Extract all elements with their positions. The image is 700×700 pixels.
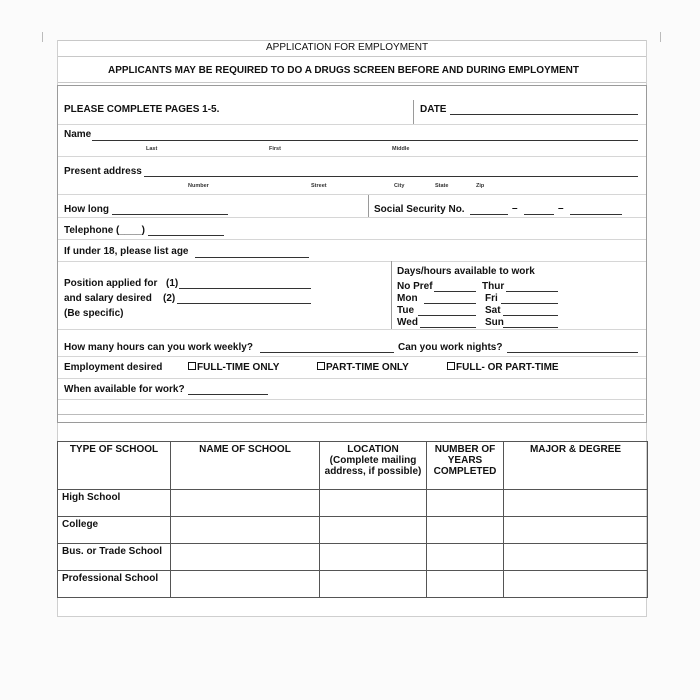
option-full-or-part-label: FULL- OR PART-TIME — [456, 362, 559, 373]
header-location: LOCATION (Complete mailing address, if possible) — [320, 442, 427, 490]
table-cell[interactable] — [427, 544, 504, 571]
education-table — [57, 441, 648, 598]
ssn-divider — [368, 195, 369, 217]
table-row — [58, 517, 648, 544]
address-field[interactable] — [144, 176, 638, 177]
checkbox-icon[interactable] — [188, 362, 196, 370]
name-label: Name — [64, 129, 92, 140]
table-cell[interactable] — [171, 544, 320, 571]
header-major-degree: MAJOR & DEGREE — [504, 442, 648, 490]
address-sub-state: State — [435, 183, 449, 189]
table-cell[interactable] — [504, 490, 648, 517]
row-divider — [58, 194, 646, 195]
day-tue-field[interactable] — [418, 315, 476, 316]
day-thur-field[interactable] — [506, 291, 558, 292]
option-full-time[interactable] — [188, 362, 279, 373]
education-header-row — [58, 442, 648, 490]
date-field[interactable] — [450, 114, 638, 115]
header-type-of-school: TYPE OF SCHOOL — [58, 442, 171, 490]
ssn-label: Social Security No. — [374, 204, 465, 215]
table-row — [58, 490, 648, 517]
address-sub-street: Street — [311, 183, 327, 189]
row-label-professional-school: Professional School — [58, 571, 171, 598]
ssn-dash-2: – — [558, 203, 564, 214]
document-page — [57, 40, 647, 617]
row-label-high-school: High School — [58, 490, 171, 517]
row-divider — [58, 261, 646, 262]
table-cell[interactable] — [504, 517, 648, 544]
table-row — [58, 571, 648, 598]
when-available-label: When available for work? — [64, 384, 185, 395]
address-sub-number: Number — [188, 183, 209, 189]
day-sat-field[interactable] — [503, 315, 558, 316]
how-long-label: How long — [64, 204, 109, 215]
row-divider — [58, 329, 646, 330]
telephone-label: Telephone — [64, 225, 114, 236]
option-full-or-part[interactable] — [447, 362, 559, 373]
table-cell[interactable] — [171, 490, 320, 517]
employment-label: Employment desired — [64, 362, 163, 373]
address-label: Present address — [64, 166, 142, 177]
salary-label: and salary desired — [64, 293, 152, 304]
table-cell[interactable] — [504, 544, 648, 571]
checkbox-icon[interactable] — [447, 362, 455, 370]
table-row — [58, 544, 648, 571]
date-divider — [413, 100, 414, 124]
row-divider — [58, 399, 646, 400]
specific-note: (Be specific) — [64, 308, 124, 319]
page-corner-mark — [660, 32, 671, 42]
table-cell[interactable] — [171, 517, 320, 544]
day-fri: Fri — [485, 293, 498, 304]
table-cell[interactable] — [171, 571, 320, 598]
how-long-field[interactable] — [112, 214, 228, 215]
position-num-2: (2) — [163, 293, 176, 304]
position-num-1: (1) — [166, 278, 179, 289]
under18-field[interactable] — [195, 257, 309, 258]
day-wed-field[interactable] — [420, 327, 476, 328]
checkbox-icon[interactable] — [317, 362, 325, 370]
day-sun: Sun — [485, 317, 504, 328]
hours-weekly-field[interactable] — [260, 352, 394, 353]
ssn-field-2[interactable] — [524, 214, 554, 215]
days-title: Days/hours available to work — [397, 266, 535, 277]
table-cell[interactable] — [320, 571, 427, 598]
option-part-time[interactable] — [317, 362, 409, 373]
table-cell[interactable] — [320, 490, 427, 517]
name-sub-middle: Middle — [392, 146, 410, 152]
table-cell[interactable] — [427, 571, 504, 598]
row-divider — [58, 156, 646, 157]
ssn-field-1[interactable] — [470, 214, 508, 215]
row-label-trade-school: Bus. or Trade School — [58, 544, 171, 571]
nights-label: Can you work nights? — [398, 342, 503, 353]
name-sub-last: Last — [146, 146, 158, 152]
row-divider — [58, 124, 646, 125]
position-label: Position applied for — [64, 278, 158, 289]
title-rule — [58, 56, 646, 57]
position-field-1[interactable] — [179, 288, 311, 289]
day-thur: Thur — [482, 281, 505, 292]
table-cell[interactable] — [504, 571, 648, 598]
days-divider — [391, 261, 392, 329]
header-years-completed: NUMBER OF YEARS COMPLETED — [427, 442, 504, 490]
ssn-dash-1: – — [512, 203, 518, 214]
nights-field[interactable] — [507, 352, 638, 353]
page-title: APPLICATION FOR EMPLOYMENT — [266, 42, 429, 53]
complete-pages-note: PLEASE COMPLETE PAGES 1-5. — [64, 104, 220, 115]
day-sat: Sat — [485, 305, 501, 316]
ssn-field-3[interactable] — [570, 214, 622, 215]
option-full-time-label: FULL-TIME ONLY — [197, 362, 280, 373]
hours-weekly-label: How many hours can you work weekly? — [64, 342, 253, 353]
day-sun-field[interactable] — [503, 327, 558, 328]
date-label: DATE — [420, 104, 447, 115]
address-sub-zip: Zip — [476, 183, 485, 189]
day-fri-field[interactable] — [501, 303, 558, 304]
form-box — [57, 85, 647, 423]
header-name-of-school: NAME OF SCHOOL — [171, 442, 320, 490]
telephone-area-code[interactable]: (____) — [116, 225, 145, 236]
row-divider — [58, 356, 646, 357]
row-divider — [58, 217, 646, 218]
extra-line[interactable] — [58, 414, 644, 415]
day-mon-field[interactable] — [424, 303, 476, 304]
row-label-college: College — [58, 517, 171, 544]
table-cell[interactable] — [427, 517, 504, 544]
when-available-field[interactable] — [188, 394, 268, 395]
table-cell[interactable] — [320, 544, 427, 571]
name-sub-first: First — [269, 146, 281, 152]
option-part-time-label: PART-TIME ONLY — [326, 362, 409, 373]
subtitle-rule — [58, 82, 646, 83]
telephone-field[interactable] — [148, 235, 224, 236]
table-cell[interactable] — [427, 490, 504, 517]
day-mon: Mon — [397, 293, 418, 304]
table-cell[interactable] — [320, 517, 427, 544]
name-field[interactable] — [92, 140, 638, 141]
day-no-pref: No Pref — [397, 281, 433, 292]
row-divider — [58, 239, 646, 240]
row-divider — [58, 378, 646, 379]
day-wed: Wed — [397, 317, 418, 328]
title-top-rule — [58, 40, 646, 41]
address-sub-city: City — [394, 183, 405, 189]
under18-label: If under 18, please list age — [64, 246, 189, 257]
page-corner-mark — [32, 32, 43, 42]
page-subtitle: APPLICANTS MAY BE REQUIRED TO DO A DRUGS SCREEN BEFORE AND DURING EMPLOYMENT — [108, 65, 579, 76]
day-no-pref-field[interactable] — [434, 291, 476, 292]
day-tue: Tue — [397, 305, 415, 316]
position-field-2[interactable] — [177, 303, 311, 304]
